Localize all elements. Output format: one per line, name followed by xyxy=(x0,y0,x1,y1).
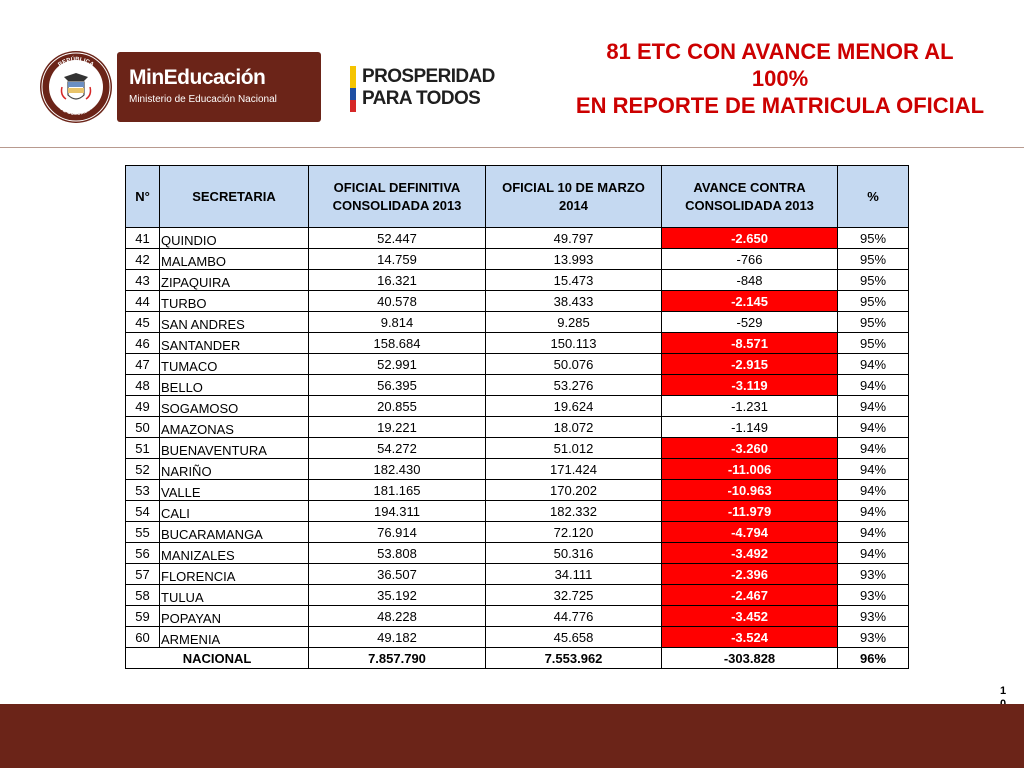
row-avance: -3.524 xyxy=(662,627,838,648)
row-avance: -11.979 xyxy=(662,501,838,522)
row-oficial-2013: 16.321 xyxy=(309,270,486,291)
row-secretaria: ZIPAQUIRA xyxy=(160,270,309,291)
row-avance: -3.492 xyxy=(662,543,838,564)
row-pct: 94% xyxy=(838,396,909,417)
row-number: 43 xyxy=(126,270,160,291)
row-oficial-2013: 20.855 xyxy=(309,396,486,417)
table-row xyxy=(126,396,909,417)
row-oficial-2014: 44.776 xyxy=(486,606,662,627)
mineducacion-logo xyxy=(117,52,321,122)
row-number: 42 xyxy=(126,249,160,270)
row-pct: 95% xyxy=(838,333,909,354)
row-oficial-2013: 52.447 xyxy=(309,228,486,249)
row-oficial-2014: 13.993 xyxy=(486,249,662,270)
row-pct: 94% xyxy=(838,480,909,501)
prosperidad-logo xyxy=(350,66,530,112)
row-pct: 93% xyxy=(838,606,909,627)
row-number: 53 xyxy=(126,480,160,501)
table-row xyxy=(126,585,909,606)
row-secretaria: CALI xyxy=(160,501,309,522)
row-avance: -4.794 xyxy=(662,522,838,543)
table-row xyxy=(126,438,909,459)
row-pct: 94% xyxy=(838,417,909,438)
row-avance: -848 xyxy=(662,270,838,291)
row-secretaria: QUINDIO xyxy=(160,228,309,249)
row-avance: -2.145 xyxy=(662,291,838,312)
row-number: 57 xyxy=(126,564,160,585)
row-number: 58 xyxy=(126,585,160,606)
table-row xyxy=(126,627,909,648)
row-oficial-2014: 170.202 xyxy=(486,480,662,501)
row-number: 60 xyxy=(126,627,160,648)
row-avance: -1.149 xyxy=(662,417,838,438)
table-row xyxy=(126,333,909,354)
row-avance: -11.006 xyxy=(662,459,838,480)
row-oficial-2014: 32.725 xyxy=(486,585,662,606)
header-oficial-2014: OFICIAL 10 DE MARZO 2014 xyxy=(486,166,662,228)
row-secretaria: BUENAVENTURA xyxy=(160,438,309,459)
row-number: 46 xyxy=(126,333,160,354)
row-secretaria: NARIÑO xyxy=(160,459,309,480)
flag-red-bar xyxy=(350,100,356,112)
row-oficial-2014: 18.072 xyxy=(486,417,662,438)
row-secretaria: MANIZALES xyxy=(160,543,309,564)
row-oficial-2014: 38.433 xyxy=(486,291,662,312)
row-number: 52 xyxy=(126,459,160,480)
row-number: 44 xyxy=(126,291,160,312)
row-avance: -10.963 xyxy=(662,480,838,501)
row-secretaria: TURBO xyxy=(160,291,309,312)
title-line-2: 100% xyxy=(751,66,809,91)
ministry-subtitle: Ministerio de Educación Nacional xyxy=(129,94,277,105)
row-oficial-2013: 14.759 xyxy=(309,249,486,270)
row-oficial-2014: 45.658 xyxy=(486,627,662,648)
row-secretaria: TULUA xyxy=(160,585,309,606)
slide-title xyxy=(520,38,1024,119)
row-secretaria: TUMACO xyxy=(160,354,309,375)
row-avance: -766 xyxy=(662,249,838,270)
table-row xyxy=(126,270,909,291)
row-oficial-2013: 36.507 xyxy=(309,564,486,585)
row-oficial-2013: 54.272 xyxy=(309,438,486,459)
row-avance: -2.467 xyxy=(662,585,838,606)
row-pct: 94% xyxy=(838,522,909,543)
row-oficial-2013: 35.192 xyxy=(309,585,486,606)
row-oficial-2013: 52.991 xyxy=(309,354,486,375)
table-row xyxy=(126,312,909,333)
row-pct: 95% xyxy=(838,270,909,291)
row-avance: -2.915 xyxy=(662,354,838,375)
row-secretaria: BELLO xyxy=(160,375,309,396)
row-oficial-2014: 182.332 xyxy=(486,501,662,522)
row-pct: 95% xyxy=(838,228,909,249)
table-row xyxy=(126,375,909,396)
row-pct: 94% xyxy=(838,543,909,564)
table-body xyxy=(126,228,909,648)
header-avance: AVANCE CONTRA CONSOLIDADA 2013 xyxy=(662,166,838,228)
row-avance: -3.119 xyxy=(662,375,838,396)
table-row xyxy=(126,228,909,249)
row-avance: -3.260 xyxy=(662,438,838,459)
total-row xyxy=(126,648,909,669)
header-pct: % xyxy=(838,166,909,228)
prosperity-line1: PROSPERIDAD xyxy=(362,66,495,87)
table-row xyxy=(126,522,909,543)
flag-yellow-bar xyxy=(350,66,356,88)
seal-ring-icon xyxy=(40,51,112,123)
row-oficial-2014: 171.424 xyxy=(486,459,662,480)
row-number: 50 xyxy=(126,417,160,438)
row-number: 47 xyxy=(126,354,160,375)
row-oficial-2013: 194.311 xyxy=(309,501,486,522)
enrollment-table xyxy=(125,165,909,669)
row-number: 45 xyxy=(126,312,160,333)
row-number: 41 xyxy=(126,228,160,249)
row-pct: 95% xyxy=(838,312,909,333)
header-secretaria: SECRETARIA xyxy=(160,166,309,228)
row-oficial-2013: 181.165 xyxy=(309,480,486,501)
row-pct: 94% xyxy=(838,354,909,375)
footer-band xyxy=(0,704,1024,768)
row-number: 51 xyxy=(126,438,160,459)
table-header-row xyxy=(126,166,909,228)
total-oficial-2014: 7.553.962 xyxy=(486,648,662,669)
row-oficial-2014: 72.120 xyxy=(486,522,662,543)
svg-text:DE COLOMBIA: DE COLOMBIA xyxy=(58,105,94,118)
row-oficial-2013: 56.395 xyxy=(309,375,486,396)
table-row xyxy=(126,249,909,270)
table-row xyxy=(126,459,909,480)
row-oficial-2014: 51.012 xyxy=(486,438,662,459)
row-oficial-2014: 50.316 xyxy=(486,543,662,564)
row-secretaria: ARMENIA xyxy=(160,627,309,648)
header-oficial-2013: OFICIAL DEFINITIVA CONSOLIDADA 2013 xyxy=(309,166,486,228)
row-pct: 93% xyxy=(838,627,909,648)
row-avance: -8.571 xyxy=(662,333,838,354)
row-number: 59 xyxy=(126,606,160,627)
row-pct: 94% xyxy=(838,501,909,522)
table-row xyxy=(126,564,909,585)
row-oficial-2014: 150.113 xyxy=(486,333,662,354)
total-oficial-2013: 7.857.790 xyxy=(309,648,486,669)
row-secretaria: FLORENCIA xyxy=(160,564,309,585)
header-n: N° xyxy=(126,166,160,228)
row-oficial-2013: 48.228 xyxy=(309,606,486,627)
table-row xyxy=(126,291,909,312)
row-oficial-2013: 53.808 xyxy=(309,543,486,564)
total-label: NACIONAL xyxy=(126,648,309,669)
row-number: 49 xyxy=(126,396,160,417)
row-oficial-2013: 158.684 xyxy=(309,333,486,354)
row-number: 55 xyxy=(126,522,160,543)
row-secretaria: SAN ANDRES xyxy=(160,312,309,333)
row-oficial-2013: 40.578 xyxy=(309,291,486,312)
total-pct: 96% xyxy=(838,648,909,669)
table-row xyxy=(126,606,909,627)
row-oficial-2014: 9.285 xyxy=(486,312,662,333)
row-oficial-2014: 50.076 xyxy=(486,354,662,375)
row-pct: 93% xyxy=(838,585,909,606)
total-avance: -303.828 xyxy=(662,648,838,669)
row-oficial-2014: 19.624 xyxy=(486,396,662,417)
row-oficial-2014: 49.797 xyxy=(486,228,662,249)
row-oficial-2013: 182.430 xyxy=(309,459,486,480)
table-row xyxy=(126,543,909,564)
row-avance: -2.650 xyxy=(662,228,838,249)
row-secretaria: SANTANDER xyxy=(160,333,309,354)
row-oficial-2014: 15.473 xyxy=(486,270,662,291)
row-secretaria: BUCARAMANGA xyxy=(160,522,309,543)
row-secretaria: AMAZONAS xyxy=(160,417,309,438)
svg-text:REPÚBLICA: REPÚBLICA xyxy=(57,56,95,69)
row-oficial-2013: 9.814 xyxy=(309,312,486,333)
row-oficial-2014: 34.111 xyxy=(486,564,662,585)
row-pct: 94% xyxy=(838,459,909,480)
colombia-seal-logo xyxy=(40,51,112,123)
prosperity-line2: PARA TODOS xyxy=(362,88,481,109)
row-avance: -529 xyxy=(662,312,838,333)
row-number: 56 xyxy=(126,543,160,564)
row-pct: 95% xyxy=(838,291,909,312)
row-secretaria: SOGAMOSO xyxy=(160,396,309,417)
row-pct: 94% xyxy=(838,375,909,396)
row-oficial-2013: 19.221 xyxy=(309,417,486,438)
row-pct: 95% xyxy=(838,249,909,270)
table-row xyxy=(126,480,909,501)
row-number: 48 xyxy=(126,375,160,396)
row-avance: -1.231 xyxy=(662,396,838,417)
row-oficial-2013: 76.914 xyxy=(309,522,486,543)
row-avance: -3.452 xyxy=(662,606,838,627)
table-row xyxy=(126,501,909,522)
row-oficial-2013: 49.182 xyxy=(309,627,486,648)
title-line-3: EN REPORTE DE MATRICULA OFICIAL xyxy=(575,93,985,118)
flag-blue-bar xyxy=(350,88,356,100)
page-number: 1 xyxy=(999,685,1007,697)
row-avance: -2.396 xyxy=(662,564,838,585)
slide-header xyxy=(0,0,1024,148)
table-row xyxy=(126,417,909,438)
row-number: 54 xyxy=(126,501,160,522)
ministry-title: MinEducación xyxy=(129,66,266,89)
row-secretaria: POPAYAN xyxy=(160,606,309,627)
row-pct: 93% xyxy=(838,564,909,585)
header-divider xyxy=(0,147,1024,148)
row-secretaria: VALLE xyxy=(160,480,309,501)
row-secretaria: MALAMBO xyxy=(160,249,309,270)
row-pct: 94% xyxy=(838,438,909,459)
title-line-1: 81 ETC CON AVANCE MENOR AL xyxy=(606,39,954,64)
table-row xyxy=(126,354,909,375)
row-oficial-2014: 53.276 xyxy=(486,375,662,396)
